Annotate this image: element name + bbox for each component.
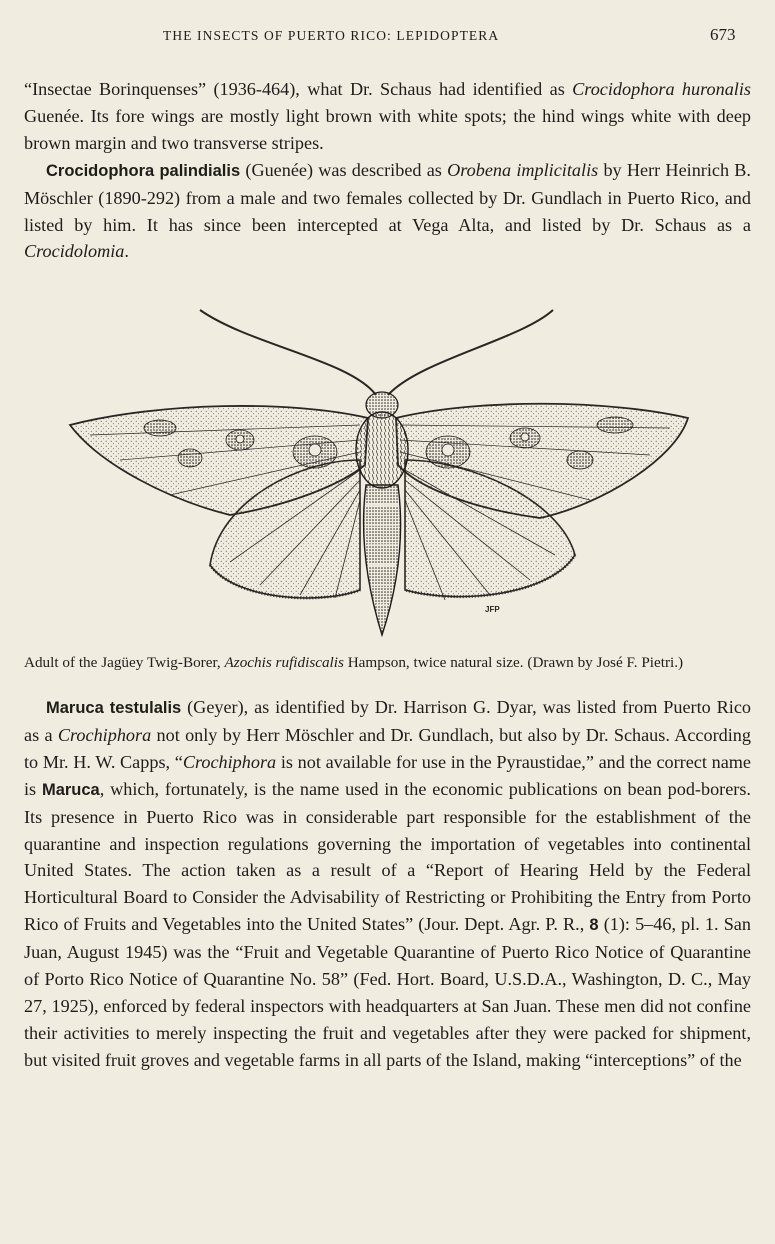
moth-illustration [60,300,700,645]
paragraph-crocidophora-palindialis: Crocidophora palindialis (Guenée) was described as Orobena implicitalis by Herr Heinrich B. Möschler (1890-292) from a male and two females collected by Dr. Gundlach in Puerto Rico, and listed by him. It has since been intercepted at Vega Alta, and listed by Dr. Schaus as a Crocidolomia. [24,159,751,262]
paragraph-continued: “Insectae Borinquenses” (1936-464), what Dr. Schaus had identified as Crocidophora huronalis Guenée. Its fore wings are mostly light brown with white spots; the hind wings white with deep brown margin and two transverse stripes. [24,79,751,153]
right-antenna-icon [388,310,553,395]
artist-monogram: JFP [485,605,500,614]
text-block-top [24,76,751,265]
figure-caption: Adult of the Jagüey Twig-Borer, Azochis rufidiscalis Hampson, twice natural size. (Drawn by José F. Pietri.) [24,654,684,671]
page-number: 673 [710,25,736,44]
paragraph-maruca-testulalis: Maruca testulalis (Geyer), as identified by Dr. Harrison G. Dyar, was listed from Puerto Rico as a Crochiphora not only by Herr Möschler and Dr. Gundlach, but also by Dr. Schaus. According to Mr. H. W. Capps, “Crochiphora is not available for use in the Pyraustidae,” and the correct name is Maruca, which, fortunately, is the name used in the economic publications on bean pod-borers. Its presence in Puerto Rico was in considerable part responsible for the establishment of the quarantine and inspection regulations governing the importation of vegetables into continental United States. The action taken as a result of a “Report of Hearing Held by the Federal Horticultural Board to Consider the Advisability of Restricting or Prohibiting the Entry from Porto Rico of Fruits and Vegetables into the United States” (Jour. Dept. Agr. P. R., 8 (1): 5–46, pl. 1. San Juan, August 1945) was the “Fruit and Vegetable Quarantine of Puerto Rico Notice of Quarantine of Porto Rico Notice of Quarantine No. 58” (Fed. Hort. Board, U.S.D.A., Washington, D. C., May 27, 1925), enforced by federal inspectors with headquarters at San Juan. These men did not confine their activities to merely inspecting the fruit and vegetables after they were packed for shipment, but visited fruit groves and vegetable farms in all parts of the Island, making “interceptions” of the [24,697,751,1070]
moth-abdomen-icon [364,485,401,635]
moth-thorax-icon [356,412,408,488]
running-title: THE INSECTS OF PUERTO RICO: LEPIDOPTERA [163,28,500,43]
left-antenna-icon [200,310,376,395]
text-block-bottom [24,694,751,1074]
running-header [0,25,775,50]
